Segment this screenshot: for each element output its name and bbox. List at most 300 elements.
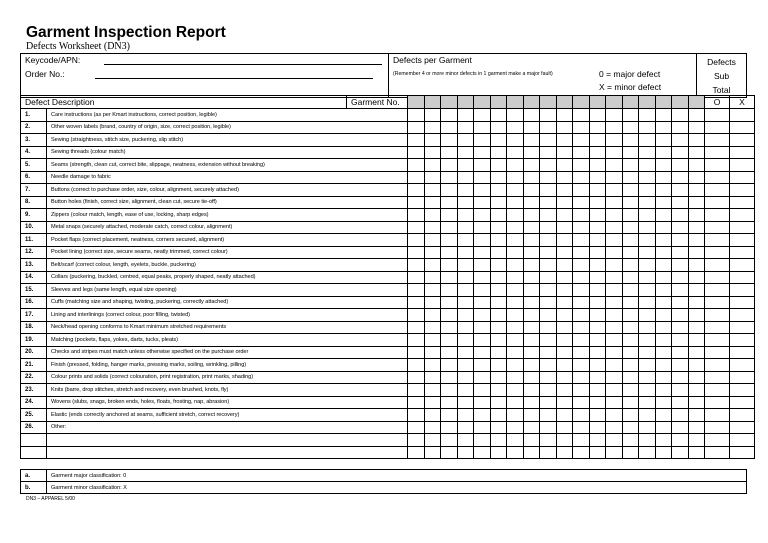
tally-cell[interactable] — [507, 284, 524, 297]
tally-cell[interactable] — [672, 284, 689, 297]
tally-cell[interactable] — [589, 296, 606, 309]
tally-cell[interactable] — [655, 184, 672, 197]
tally-cell[interactable] — [655, 321, 672, 334]
tally-cell[interactable] — [441, 296, 458, 309]
tally-cell[interactable] — [507, 246, 524, 259]
tally-cell[interactable] — [606, 109, 623, 122]
tally-cell[interactable] — [688, 434, 705, 447]
tally-cell[interactable] — [639, 109, 656, 122]
tally-cell[interactable] — [523, 209, 540, 222]
tally-cell[interactable] — [672, 134, 689, 147]
tally-cell[interactable] — [655, 171, 672, 184]
tally-cell[interactable] — [655, 396, 672, 409]
tally-cell[interactable] — [622, 446, 639, 459]
tally-cell[interactable] — [457, 334, 474, 347]
tally-cell[interactable] — [688, 346, 705, 359]
tally-cell[interactable] — [523, 284, 540, 297]
tally-cell[interactable] — [688, 271, 705, 284]
tally-cell[interactable] — [688, 184, 705, 197]
tally-cell[interactable] — [688, 309, 705, 322]
tally-cell[interactable] — [655, 309, 672, 322]
tally-cell[interactable] — [441, 421, 458, 434]
tally-cell[interactable] — [672, 296, 689, 309]
tally-cell[interactable] — [589, 359, 606, 372]
tally-cell[interactable] — [688, 384, 705, 397]
tally-cell[interactable] — [606, 221, 623, 234]
tally-cell[interactable] — [589, 134, 606, 147]
tally-cell[interactable] — [556, 284, 573, 297]
tally-cell[interactable] — [672, 384, 689, 397]
tally-cell[interactable] — [688, 121, 705, 134]
tally-cell[interactable] — [639, 309, 656, 322]
tally-cell[interactable] — [474, 159, 491, 172]
tally-cell[interactable] — [490, 359, 507, 372]
tally-cell[interactable] — [540, 346, 557, 359]
tally-cell[interactable] — [573, 246, 590, 259]
tally-cell[interactable] — [540, 296, 557, 309]
tally-cell[interactable] — [490, 434, 507, 447]
tally-cell[interactable] — [622, 184, 639, 197]
tally-cell[interactable] — [408, 371, 425, 384]
subtotal-cell[interactable] — [705, 359, 730, 372]
tally-cell[interactable] — [606, 446, 623, 459]
tally-cell[interactable] — [672, 146, 689, 159]
tally-cell[interactable] — [606, 196, 623, 209]
tally-cell[interactable] — [523, 384, 540, 397]
tally-cell[interactable] — [457, 184, 474, 197]
tally-cell[interactable] — [655, 221, 672, 234]
tally-cell[interactable] — [540, 221, 557, 234]
tally-cell[interactable] — [573, 334, 590, 347]
tally-cell[interactable] — [457, 371, 474, 384]
subtotal-cell[interactable] — [705, 421, 730, 434]
tally-cell[interactable] — [457, 384, 474, 397]
tally-cell[interactable] — [556, 346, 573, 359]
tally-cell[interactable] — [474, 184, 491, 197]
tally-cell[interactable] — [655, 134, 672, 147]
subtotal-cell[interactable] — [705, 121, 730, 134]
garment-number-cell[interactable] — [639, 96, 656, 109]
tally-cell[interactable] — [441, 309, 458, 322]
subtotal-cell[interactable] — [705, 434, 730, 447]
tally-cell[interactable] — [424, 271, 441, 284]
subtotal-cell[interactable] — [730, 159, 755, 172]
subtotal-cell[interactable] — [705, 334, 730, 347]
tally-cell[interactable] — [688, 209, 705, 222]
tally-cell[interactable] — [639, 334, 656, 347]
tally-cell[interactable] — [408, 409, 425, 422]
subtotal-cell[interactable] — [705, 384, 730, 397]
tally-cell[interactable] — [457, 234, 474, 247]
tally-cell[interactable] — [639, 209, 656, 222]
tally-cell[interactable] — [540, 259, 557, 272]
tally-cell[interactable] — [507, 359, 524, 372]
tally-cell[interactable] — [688, 146, 705, 159]
tally-cell[interactable] — [540, 321, 557, 334]
tally-cell[interactable] — [540, 371, 557, 384]
subtotal-cell[interactable] — [730, 221, 755, 234]
tally-cell[interactable] — [573, 109, 590, 122]
tally-cell[interactable] — [474, 146, 491, 159]
tally-cell[interactable] — [688, 234, 705, 247]
tally-cell[interactable] — [606, 271, 623, 284]
tally-cell[interactable] — [622, 434, 639, 447]
tally-cell[interactable] — [490, 171, 507, 184]
tally-cell[interactable] — [523, 221, 540, 234]
tally-cell[interactable] — [474, 309, 491, 322]
tally-cell[interactable] — [457, 134, 474, 147]
tally-cell[interactable] — [408, 359, 425, 372]
tally-cell[interactable] — [606, 284, 623, 297]
tally-cell[interactable] — [523, 371, 540, 384]
tally-cell[interactable] — [606, 346, 623, 359]
tally-cell[interactable] — [639, 296, 656, 309]
tally-cell[interactable] — [688, 196, 705, 209]
tally-cell[interactable] — [639, 121, 656, 134]
tally-cell[interactable] — [507, 384, 524, 397]
tally-cell[interactable] — [639, 446, 656, 459]
tally-cell[interactable] — [688, 284, 705, 297]
tally-cell[interactable] — [474, 421, 491, 434]
tally-cell[interactable] — [457, 396, 474, 409]
tally-cell[interactable] — [490, 409, 507, 422]
subtotal-cell[interactable] — [705, 271, 730, 284]
tally-cell[interactable] — [540, 184, 557, 197]
tally-cell[interactable] — [424, 296, 441, 309]
subtotal-cell[interactable] — [730, 346, 755, 359]
tally-cell[interactable] — [523, 246, 540, 259]
tally-cell[interactable] — [589, 171, 606, 184]
tally-cell[interactable] — [672, 259, 689, 272]
tally-cell[interactable] — [490, 134, 507, 147]
tally-cell[interactable] — [556, 159, 573, 172]
tally-cell[interactable] — [474, 346, 491, 359]
tally-cell[interactable] — [688, 421, 705, 434]
tally-cell[interactable] — [672, 434, 689, 447]
subtotal-cell[interactable] — [705, 109, 730, 122]
subtotal-cell[interactable] — [730, 246, 755, 259]
subtotal-cell[interactable] — [705, 134, 730, 147]
tally-cell[interactable] — [540, 196, 557, 209]
tally-cell[interactable] — [622, 346, 639, 359]
tally-cell[interactable] — [408, 209, 425, 222]
tally-cell[interactable] — [523, 409, 540, 422]
tally-cell[interactable] — [672, 409, 689, 422]
tally-cell[interactable] — [441, 246, 458, 259]
tally-cell[interactable] — [441, 259, 458, 272]
tally-cell[interactable] — [441, 109, 458, 122]
tally-cell[interactable] — [589, 109, 606, 122]
tally-cell[interactable] — [507, 321, 524, 334]
tally-cell[interactable] — [540, 434, 557, 447]
subtotal-cell[interactable] — [730, 421, 755, 434]
subtotal-cell[interactable] — [730, 409, 755, 422]
tally-cell[interactable] — [523, 321, 540, 334]
tally-cell[interactable] — [622, 421, 639, 434]
tally-cell[interactable] — [556, 384, 573, 397]
tally-cell[interactable] — [408, 109, 425, 122]
tally-cell[interactable] — [589, 146, 606, 159]
tally-cell[interactable] — [424, 309, 441, 322]
tally-cell[interactable] — [639, 346, 656, 359]
garment-number-cell[interactable] — [622, 96, 639, 109]
tally-cell[interactable] — [573, 371, 590, 384]
tally-cell[interactable] — [408, 334, 425, 347]
subtotal-cell[interactable] — [730, 446, 755, 459]
tally-cell[interactable] — [408, 171, 425, 184]
tally-cell[interactable] — [639, 421, 656, 434]
tally-cell[interactable] — [589, 421, 606, 434]
tally-cell[interactable] — [490, 271, 507, 284]
tally-cell[interactable] — [474, 334, 491, 347]
tally-cell[interactable] — [408, 396, 425, 409]
garment-number-cell[interactable] — [655, 96, 672, 109]
tally-cell[interactable] — [474, 384, 491, 397]
tally-cell[interactable] — [424, 234, 441, 247]
subtotal-cell[interactable] — [730, 171, 755, 184]
tally-cell[interactable] — [672, 234, 689, 247]
tally-cell[interactable] — [408, 234, 425, 247]
tally-cell[interactable] — [408, 134, 425, 147]
tally-cell[interactable] — [622, 109, 639, 122]
tally-cell[interactable] — [441, 134, 458, 147]
tally-cell[interactable] — [573, 121, 590, 134]
tally-cell[interactable] — [441, 384, 458, 397]
tally-cell[interactable] — [490, 109, 507, 122]
tally-cell[interactable] — [441, 196, 458, 209]
tally-cell[interactable] — [639, 246, 656, 259]
tally-cell[interactable] — [639, 321, 656, 334]
tally-cell[interactable] — [589, 284, 606, 297]
tally-cell[interactable] — [556, 446, 573, 459]
tally-cell[interactable] — [622, 371, 639, 384]
tally-cell[interactable] — [573, 396, 590, 409]
tally-cell[interactable] — [688, 159, 705, 172]
tally-cell[interactable] — [639, 434, 656, 447]
tally-cell[interactable] — [622, 384, 639, 397]
tally-cell[interactable] — [474, 196, 491, 209]
tally-cell[interactable] — [606, 384, 623, 397]
subtotal-cell[interactable] — [705, 409, 730, 422]
tally-cell[interactable] — [655, 209, 672, 222]
tally-cell[interactable] — [589, 259, 606, 272]
tally-cell[interactable] — [490, 196, 507, 209]
tally-cell[interactable] — [457, 446, 474, 459]
subtotal-cell[interactable] — [705, 221, 730, 234]
tally-cell[interactable] — [688, 134, 705, 147]
tally-cell[interactable] — [655, 146, 672, 159]
tally-cell[interactable] — [474, 134, 491, 147]
tally-cell[interactable] — [474, 271, 491, 284]
tally-cell[interactable] — [639, 259, 656, 272]
tally-cell[interactable] — [490, 146, 507, 159]
tally-cell[interactable] — [688, 359, 705, 372]
subtotal-cell[interactable] — [730, 134, 755, 147]
tally-cell[interactable] — [589, 184, 606, 197]
tally-cell[interactable] — [573, 271, 590, 284]
tally-cell[interactable] — [622, 396, 639, 409]
tally-cell[interactable] — [573, 309, 590, 322]
tally-cell[interactable] — [672, 371, 689, 384]
tally-cell[interactable] — [408, 421, 425, 434]
tally-cell[interactable] — [556, 246, 573, 259]
tally-cell[interactable] — [540, 234, 557, 247]
tally-cell[interactable] — [457, 434, 474, 447]
tally-cell[interactable] — [622, 296, 639, 309]
tally-cell[interactable] — [441, 434, 458, 447]
tally-cell[interactable] — [457, 171, 474, 184]
tally-cell[interactable] — [474, 296, 491, 309]
tally-cell[interactable] — [655, 334, 672, 347]
tally-cell[interactable] — [540, 121, 557, 134]
tally-cell[interactable] — [507, 134, 524, 147]
tally-cell[interactable] — [688, 371, 705, 384]
tally-cell[interactable] — [672, 321, 689, 334]
tally-cell[interactable] — [474, 234, 491, 247]
tally-cell[interactable] — [606, 396, 623, 409]
tally-cell[interactable] — [490, 234, 507, 247]
tally-cell[interactable] — [573, 234, 590, 247]
tally-cell[interactable] — [408, 446, 425, 459]
tally-cell[interactable] — [441, 371, 458, 384]
tally-cell[interactable] — [589, 409, 606, 422]
tally-cell[interactable] — [589, 271, 606, 284]
tally-cell[interactable] — [424, 121, 441, 134]
tally-cell[interactable] — [424, 371, 441, 384]
tally-cell[interactable] — [408, 184, 425, 197]
tally-cell[interactable] — [490, 221, 507, 234]
tally-cell[interactable] — [424, 196, 441, 209]
tally-cell[interactable] — [474, 284, 491, 297]
tally-cell[interactable] — [540, 171, 557, 184]
tally-cell[interactable] — [490, 446, 507, 459]
tally-cell[interactable] — [441, 359, 458, 372]
tally-cell[interactable] — [441, 171, 458, 184]
subtotal-cell[interactable] — [705, 196, 730, 209]
tally-cell[interactable] — [573, 134, 590, 147]
tally-cell[interactable] — [490, 284, 507, 297]
tally-cell[interactable] — [408, 309, 425, 322]
subtotal-cell[interactable] — [705, 259, 730, 272]
tally-cell[interactable] — [589, 121, 606, 134]
tally-cell[interactable] — [457, 196, 474, 209]
tally-cell[interactable] — [688, 171, 705, 184]
tally-cell[interactable] — [457, 271, 474, 284]
tally-cell[interactable] — [606, 246, 623, 259]
subtotal-cell[interactable] — [705, 209, 730, 222]
tally-cell[interactable] — [639, 196, 656, 209]
tally-cell[interactable] — [474, 246, 491, 259]
tally-cell[interactable] — [589, 446, 606, 459]
tally-cell[interactable] — [540, 109, 557, 122]
tally-cell[interactable] — [457, 246, 474, 259]
tally-cell[interactable] — [589, 209, 606, 222]
tally-cell[interactable] — [556, 321, 573, 334]
tally-cell[interactable] — [523, 171, 540, 184]
subtotal-cell[interactable] — [705, 346, 730, 359]
tally-cell[interactable] — [490, 334, 507, 347]
tally-cell[interactable] — [556, 434, 573, 447]
tally-cell[interactable] — [523, 234, 540, 247]
tally-cell[interactable] — [474, 321, 491, 334]
tally-cell[interactable] — [688, 109, 705, 122]
tally-cell[interactable] — [606, 421, 623, 434]
tally-cell[interactable] — [408, 284, 425, 297]
tally-cell[interactable] — [622, 409, 639, 422]
tally-cell[interactable] — [457, 421, 474, 434]
tally-cell[interactable] — [622, 121, 639, 134]
tally-cell[interactable] — [523, 334, 540, 347]
subtotal-cell[interactable] — [730, 384, 755, 397]
tally-cell[interactable] — [507, 234, 524, 247]
tally-cell[interactable] — [672, 196, 689, 209]
tally-cell[interactable] — [424, 321, 441, 334]
tally-cell[interactable] — [457, 346, 474, 359]
tally-cell[interactable] — [639, 371, 656, 384]
garment-number-cell[interactable] — [507, 96, 524, 109]
subtotal-cell[interactable] — [730, 271, 755, 284]
tally-cell[interactable] — [556, 184, 573, 197]
tally-cell[interactable] — [688, 409, 705, 422]
tally-cell[interactable] — [507, 334, 524, 347]
keycode-input-line[interactable] — [104, 55, 382, 65]
tally-cell[interactable] — [622, 359, 639, 372]
subtotal-cell[interactable] — [730, 209, 755, 222]
tally-cell[interactable] — [622, 221, 639, 234]
subtotal-cell[interactable] — [705, 234, 730, 247]
tally-cell[interactable] — [523, 109, 540, 122]
subtotal-cell[interactable] — [730, 234, 755, 247]
tally-cell[interactable] — [639, 384, 656, 397]
garment-number-cell[interactable] — [408, 96, 425, 109]
tally-cell[interactable] — [474, 259, 491, 272]
tally-cell[interactable] — [408, 346, 425, 359]
subtotal-cell[interactable] — [705, 371, 730, 384]
tally-cell[interactable] — [424, 146, 441, 159]
tally-cell[interactable] — [408, 259, 425, 272]
tally-cell[interactable] — [606, 234, 623, 247]
tally-cell[interactable] — [441, 446, 458, 459]
tally-cell[interactable] — [507, 109, 524, 122]
tally-cell[interactable] — [507, 396, 524, 409]
tally-cell[interactable] — [424, 134, 441, 147]
order-input-line[interactable] — [95, 69, 373, 79]
tally-cell[interactable] — [540, 146, 557, 159]
tally-cell[interactable] — [490, 259, 507, 272]
tally-cell[interactable] — [507, 221, 524, 234]
subtotal-cell[interactable] — [705, 171, 730, 184]
tally-cell[interactable] — [639, 284, 656, 297]
tally-cell[interactable] — [589, 159, 606, 172]
tally-cell[interactable] — [457, 259, 474, 272]
tally-cell[interactable] — [622, 309, 639, 322]
tally-cell[interactable] — [507, 421, 524, 434]
tally-cell[interactable] — [672, 309, 689, 322]
subtotal-cell[interactable] — [705, 146, 730, 159]
tally-cell[interactable] — [573, 171, 590, 184]
tally-cell[interactable] — [424, 109, 441, 122]
tally-cell[interactable] — [474, 446, 491, 459]
tally-cell[interactable] — [540, 134, 557, 147]
tally-cell[interactable] — [523, 184, 540, 197]
tally-cell[interactable] — [622, 284, 639, 297]
tally-cell[interactable] — [655, 284, 672, 297]
tally-cell[interactable] — [672, 159, 689, 172]
tally-cell[interactable] — [622, 171, 639, 184]
tally-cell[interactable] — [556, 409, 573, 422]
tally-cell[interactable] — [589, 434, 606, 447]
tally-cell[interactable] — [589, 221, 606, 234]
